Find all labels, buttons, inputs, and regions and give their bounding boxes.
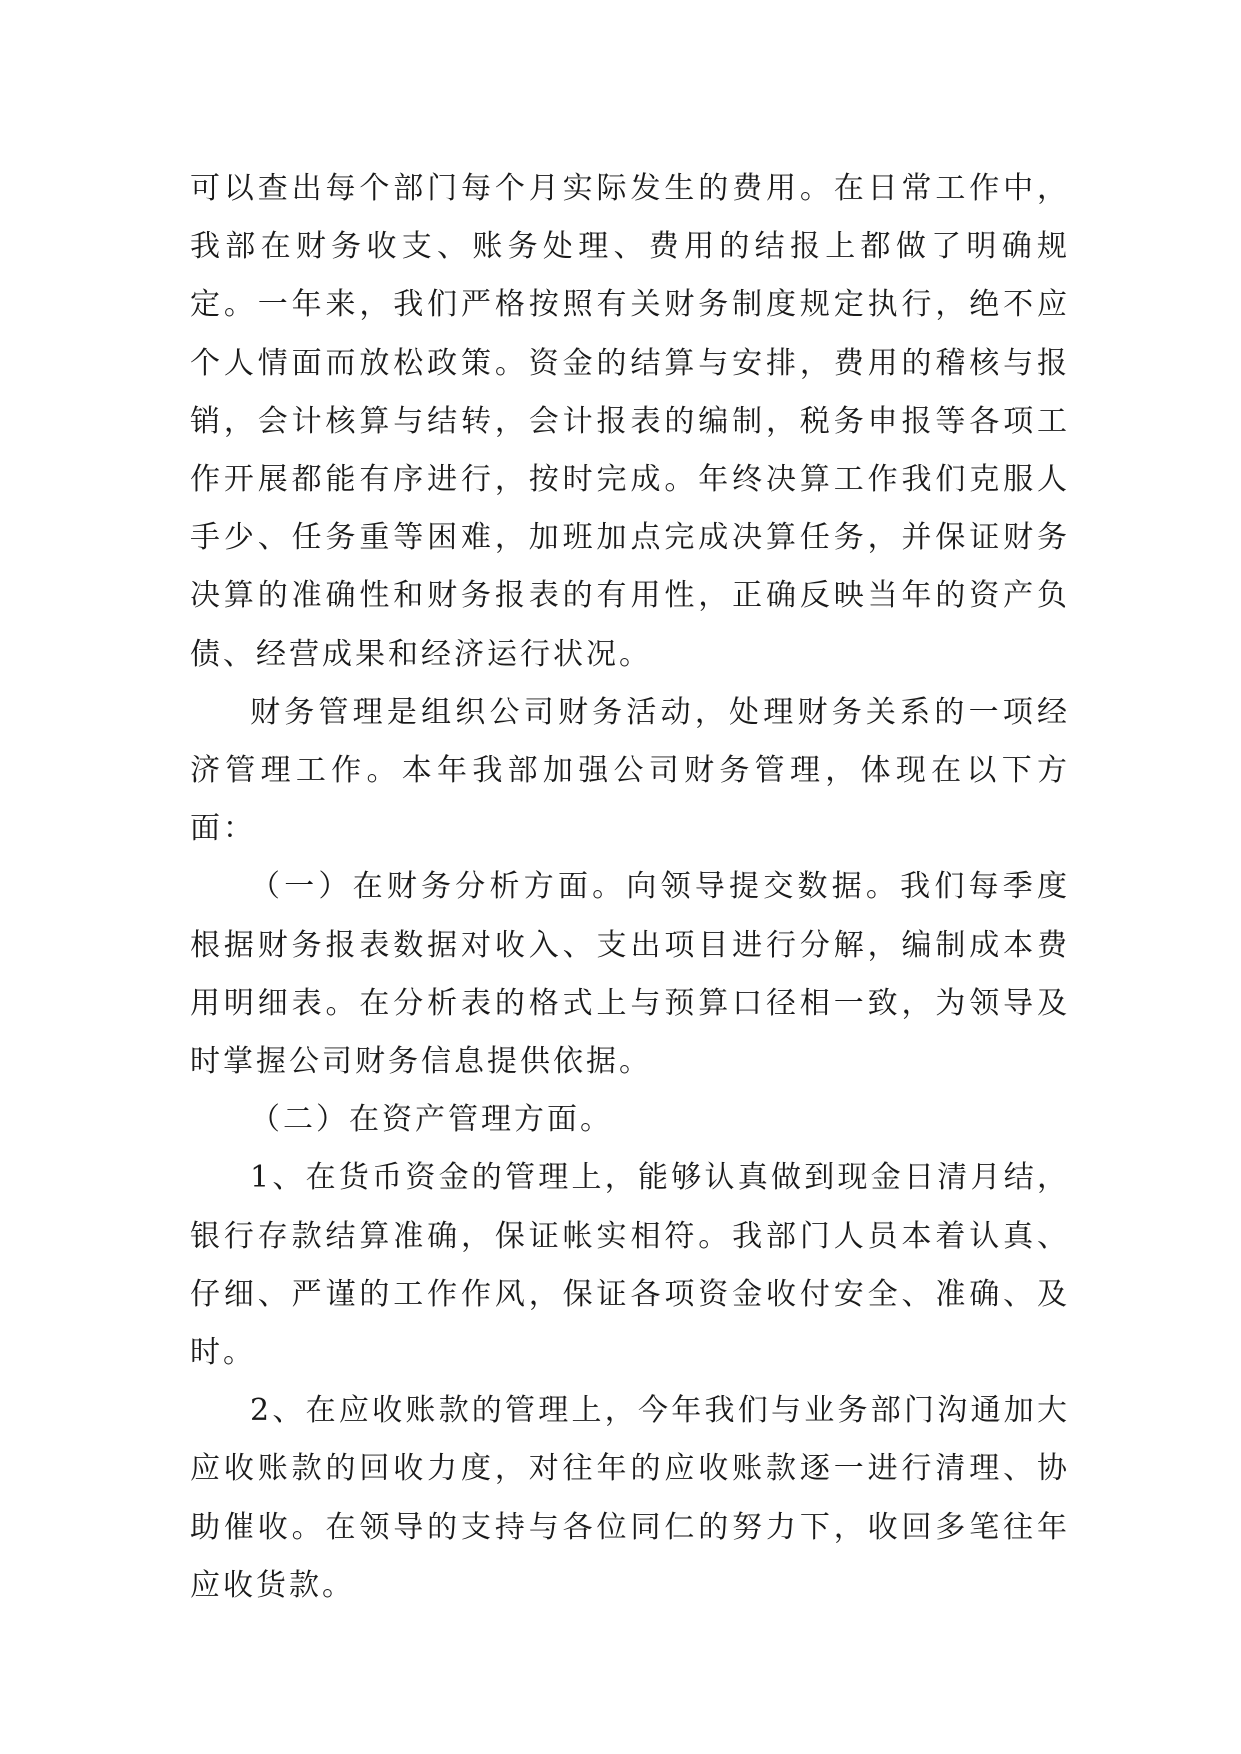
paragraph-3: （一）在财务分析方面。向领导提交数据。我们每季度根据财务报表数据对收入、支出项目进行分解，编制成本费用明细表。在分析表的格式上与预算口径相一致，为领导及时掌握公司财务信息提供依据。: [190, 869, 1070, 1080]
paragraph-1: 可以查出每个部门每个月实际发生的费用。在日常工作中，我部在财务收支、账务处理、费用的结报上都做了明确规定。一年来，我们严格按照有关财务制度规定执行，绝不应个人情面而放松政策。资金的结算与安排，费用的稽核与报销，会计核算与结转，会计报表的编制，税务申报等各项工作开展都能有序进行，按时完成。年终决算工作我们克服人手少、任务重等困难，加班加点完成决算任务，并保证财务决算的准确性和财务报表的有用性，正确反映当年的资产负债、经营成果和经济运行状况。: [190, 171, 1070, 672]
paragraph-5: 1、在货币资金的管理上，能够认真做到现金日清月结，银行存款结算准确，保证帐实相符。我部门人员本着认真、仔细、严谨的工作作风，保证各项资金收付安全、准确、及时。: [190, 1160, 1070, 1371]
paragraph-2: 财务管理是组织公司财务活动，处理财务关系的一项经济管理工作。本年我部加强公司财务管理，体现在以下方面：: [190, 694, 1070, 847]
document-body: [190, 160, 1070, 1615]
paragraph-4: （二）在资产管理方面。: [250, 1102, 613, 1138]
paragraph-6: 2、在应收账款的管理上，今年我们与业务部门沟通加大应收账款的回收力度，对往年的应收账款逐一进行清理、协助催收。在领导的支持与各位同仁的努力下，收回多笔往年应收货款。: [190, 1393, 1070, 1603]
